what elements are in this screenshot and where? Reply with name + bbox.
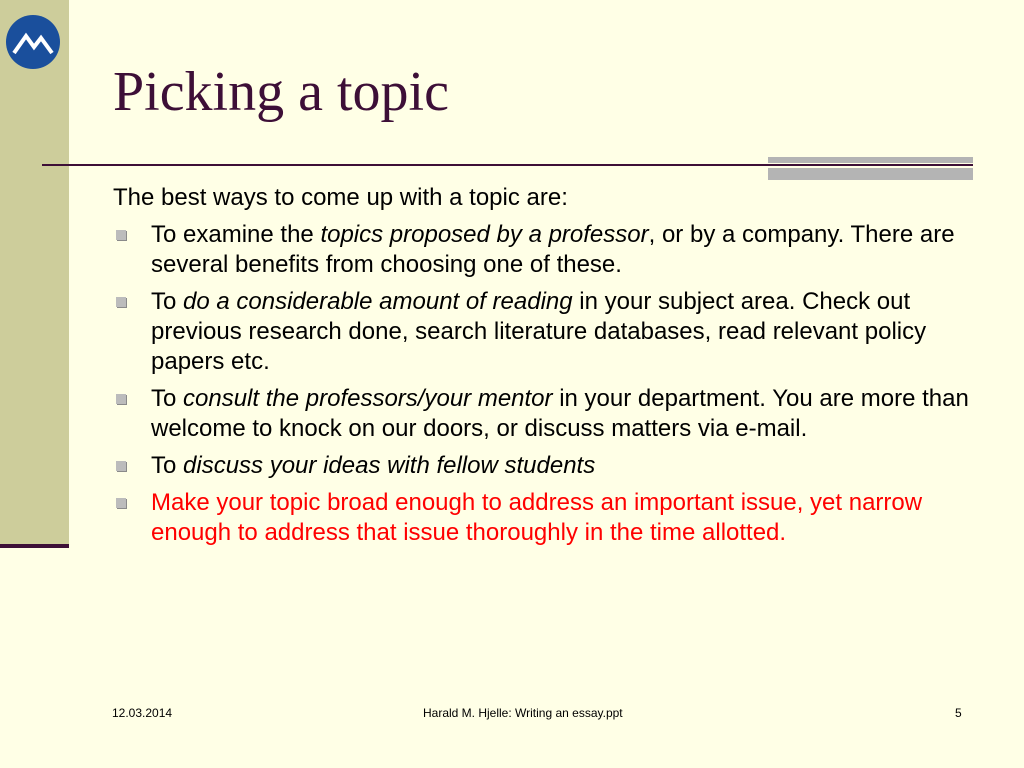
bullet-item — [113, 384, 973, 444]
square-bullet-icon — [116, 461, 126, 471]
accent-bar-top — [768, 157, 973, 163]
slide-number: 5 — [955, 706, 962, 720]
accent-bar-bottom — [768, 168, 973, 180]
footer-title: Harald M. Hjelle: Writing an essay.ppt — [423, 706, 623, 720]
bullet-text-post: in your department. You are more than welcome to knock on our doors, or discuss matters via e-mail. — [151, 385, 969, 442]
footer-date: 12.03.2014 — [112, 706, 173, 720]
side-band — [0, 0, 69, 545]
mountain-logo-icon — [5, 14, 61, 70]
bullet-text-emphasis: topics proposed by a professor — [320, 221, 649, 248]
bullet-text-post: in your subject area. Check out previous research done, search literature databases, read relevant policy papers etc. — [151, 288, 927, 375]
bullet-text-pre: To — [151, 385, 184, 412]
square-bullet-icon — [116, 498, 126, 508]
bullet-text-pre: To — [151, 452, 184, 479]
intro-text: The best ways to come up with a topic are: — [113, 184, 568, 211]
bullet-text-emphasis: do a considerable amount of reading — [183, 288, 573, 315]
square-bullet-icon — [116, 394, 126, 404]
side-band-rule — [0, 544, 69, 548]
square-bullet-icon — [116, 297, 126, 307]
bullet-item — [113, 287, 973, 377]
bullet-text-emphasis: consult the professors/your mentor — [183, 385, 553, 412]
slide-body — [113, 183, 973, 555]
title-divider — [42, 164, 973, 166]
bullet-text-pre: To examine the — [151, 221, 321, 248]
bullet-text-pre: To — [151, 288, 184, 315]
slide-title: Picking a topic — [113, 61, 449, 123]
bullet-text-post: , or by a company. There are several benefits from choosing one of these. — [151, 221, 955, 278]
bullet-item-highlight — [113, 488, 973, 548]
bullet-list — [113, 220, 973, 548]
bullet-item — [113, 220, 973, 280]
bullet-text-emphasis: discuss your ideas with fellow students — [183, 452, 596, 479]
square-bullet-icon — [116, 230, 126, 240]
highlight-text: Make your topic broad enough to address an important issue, yet narrow enough to address that issue thoroughly in the time allotted. — [151, 489, 923, 546]
bullet-item — [113, 451, 973, 481]
